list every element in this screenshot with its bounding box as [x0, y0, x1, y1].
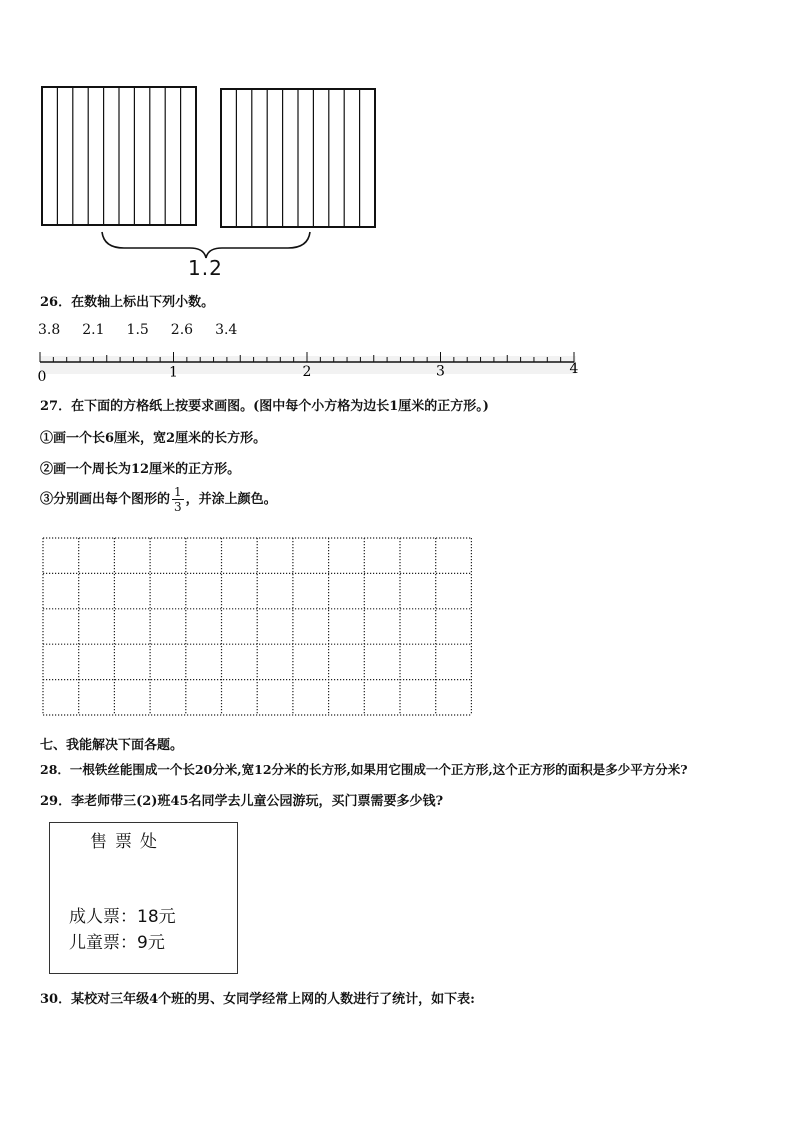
fraction-numerator: 1 — [174, 485, 182, 499]
number-line-label: 4 — [569, 361, 579, 377]
decimal-strips-figure — [0, 0, 794, 290]
number-line-label: 1 — [169, 364, 178, 381]
fraction-denominator: 3 — [174, 500, 182, 514]
question-29-prompt: 29．李老师带三(2)班45名同学去儿童公园游玩，买门票需要多少钱? — [40, 794, 444, 809]
decimal-list — [38, 322, 259, 338]
question-27-item-1: ①画一个长6厘米，宽2厘米的长方形。 — [40, 431, 267, 446]
question-27-item-3 — [40, 485, 277, 514]
adult-ticket-price: 成人票：18元 — [69, 907, 176, 927]
decimal-value: 2.1 — [82, 322, 105, 338]
question-26-prompt: 26．在数轴上标出下列小数。 — [40, 295, 215, 310]
grid-paper[interactable] — [40, 536, 476, 720]
fraction-one-third — [172, 485, 184, 514]
question-27-item-2: ②画一个周长为12厘米的正方形。 — [40, 462, 241, 477]
item-3-suffix: ，并涂上颜色。 — [185, 492, 277, 507]
decimal-value: 2.6 — [170, 322, 194, 338]
child-ticket-price: 儿童票：9元 — [69, 933, 165, 953]
strip-rectangle-right — [221, 89, 375, 227]
brace-label: 1.2 — [188, 256, 223, 280]
decimal-value: 3.4 — [215, 322, 238, 338]
question-28-prompt: 28．一根铁丝能围成一个长20分米,宽12分米的长方形,如果用它围成一个正方形,这个正方形的面积是多少平方分米? — [40, 762, 688, 777]
number-line-label: 2 — [302, 364, 312, 380]
section-7-title: 七、我能解决下面各题。 — [40, 738, 184, 753]
ticket-booth-box — [49, 822, 238, 974]
ticket-booth-title: 售票处 — [90, 832, 165, 852]
strip-rectangle-left — [42, 87, 196, 225]
item-3-prefix: ③分别画出每个图形的 — [40, 492, 171, 507]
decimal-value: 1.5 — [126, 322, 149, 338]
question-27-prompt: 27．在下面的方格纸上按要求画图。(图中每个小方格为边长1厘米的正方形。) — [40, 399, 489, 414]
brace — [102, 232, 310, 258]
question-30-prompt: 30．某校对三年级4个班的男、女同学经常上网的人数进行了统计，如下表: — [40, 992, 475, 1007]
number-line-label: 0 — [37, 369, 47, 385]
number-line-label: 3 — [436, 363, 445, 380]
decimal-value: 3.8 — [38, 322, 61, 338]
number-line[interactable] — [30, 345, 590, 387]
